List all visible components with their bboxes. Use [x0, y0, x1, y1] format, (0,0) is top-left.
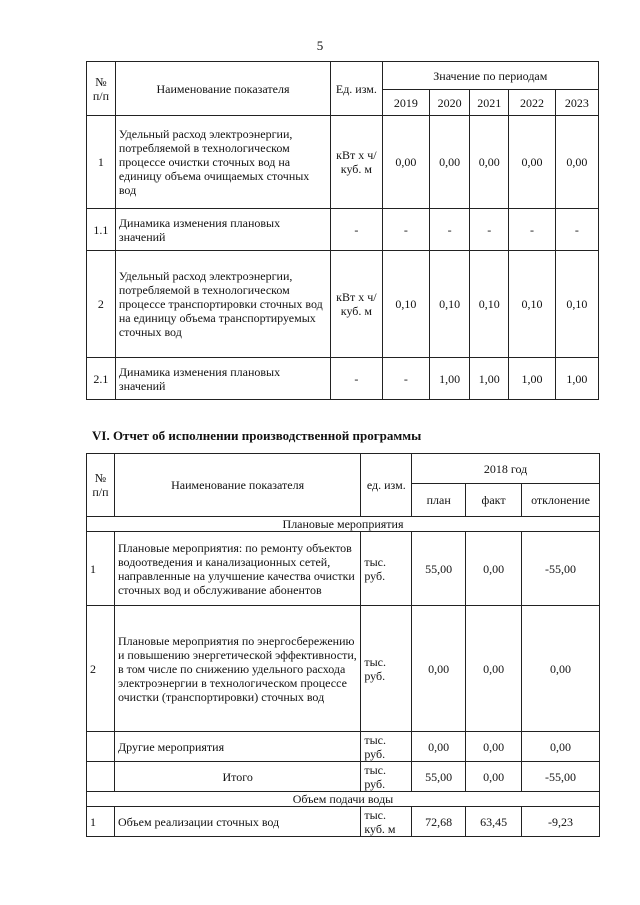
row-plan: 55,00 — [412, 762, 466, 792]
table-row — [87, 251, 599, 358]
header-year: 2020 — [430, 90, 470, 116]
header-unit: Ед. изм. — [331, 62, 383, 116]
row-unit: кВт х ч/куб. м — [331, 116, 383, 209]
row-value: 1,00 — [509, 358, 555, 400]
row-name: Динамика изменения плановых значений — [115, 358, 330, 400]
row-value: - — [509, 209, 555, 251]
row-plan: 55,00 — [412, 532, 466, 606]
row-value: - — [555, 209, 598, 251]
header-num: № п/п — [87, 454, 115, 517]
report-table — [86, 453, 600, 837]
table-row — [87, 532, 600, 606]
row-fact: 0,00 — [466, 732, 522, 762]
row-num: 1 — [87, 532, 115, 606]
row-deviation: 0,00 — [522, 606, 600, 732]
page-number: 5 — [316, 38, 324, 53]
row-value: 0,10 — [470, 251, 509, 358]
row-fact: 63,45 — [466, 807, 522, 837]
row-unit: тыс. руб. — [361, 606, 412, 732]
header-name: Наименование показателя — [115, 62, 330, 116]
row-value: 1,00 — [430, 358, 470, 400]
header-deviation: отклонение — [522, 484, 600, 517]
table-row — [87, 358, 599, 400]
row-value: 0,00 — [430, 116, 470, 209]
header-year: 2018 год — [412, 454, 600, 484]
section-title: VI. Отчет об исполнении производственной программы — [92, 428, 422, 443]
row-deviation: -55,00 — [522, 532, 600, 606]
table-row — [87, 209, 599, 251]
row-value: 0,10 — [430, 251, 470, 358]
row-value: 1,00 — [470, 358, 509, 400]
row-name: Плановые мероприятия: по ремонту объектов водоотведения и канализационных сетей, направленные на улучшение качества очистки сточных вод и обслуживание абонентов — [114, 532, 360, 606]
row-unit: тыс. руб. — [361, 532, 412, 606]
row-num: 2.1 — [87, 358, 116, 400]
header-name: Наименование показателя — [114, 454, 360, 517]
row-plan: 0,00 — [412, 732, 466, 762]
header-year: 2021 — [470, 90, 509, 116]
row-name: Динамика изменения плановых значений — [115, 209, 330, 251]
row-value: 0,10 — [555, 251, 598, 358]
row-fact: 0,00 — [466, 606, 522, 732]
row-num — [87, 762, 115, 792]
row-num — [87, 732, 115, 762]
row-plan: 72,68 — [412, 807, 466, 837]
row-value: - — [382, 209, 429, 251]
header-fact: факт — [466, 484, 522, 517]
row-value: 0,00 — [509, 116, 555, 209]
header-plan: план — [412, 484, 466, 517]
row-value: 0,10 — [382, 251, 429, 358]
header-year: 2023 — [555, 90, 598, 116]
row-num: 2 — [87, 251, 116, 358]
row-value: - — [430, 209, 470, 251]
row-name: Итого — [114, 762, 360, 792]
group-header: Объем подачи воды — [87, 792, 600, 807]
row-deviation: -9,23 — [522, 807, 600, 837]
table-row — [87, 807, 600, 837]
table-row-total — [87, 762, 600, 792]
indicators-table — [86, 61, 599, 400]
table-row — [87, 116, 599, 209]
group-header: Плановые мероприятия — [87, 517, 600, 532]
row-value: 0,00 — [470, 116, 509, 209]
row-name: Другие мероприятия — [114, 732, 360, 762]
row-fact: 0,00 — [466, 532, 522, 606]
row-fact: 0,00 — [466, 762, 522, 792]
row-name: Удельный расход электроэнергии, потребляемой в технологическом процессе очистки сточных вод на единицу объема очищаемых сточных вод — [115, 116, 330, 209]
row-value: 0,10 — [509, 251, 555, 358]
row-unit: тыс. руб. — [361, 762, 412, 792]
header-periods: Значение по периодам — [382, 62, 598, 90]
row-unit: - — [331, 209, 383, 251]
table-row — [87, 606, 600, 732]
row-plan: 0,00 — [412, 606, 466, 732]
row-unit: кВт х ч/куб. м — [331, 251, 383, 358]
row-value: 0,00 — [555, 116, 598, 209]
header-unit: ед. изм. — [361, 454, 412, 517]
row-deviation: 0,00 — [522, 732, 600, 762]
row-value: 0,00 — [382, 116, 429, 209]
header-year: 2019 — [382, 90, 429, 116]
row-value: - — [470, 209, 509, 251]
row-num: 2 — [87, 606, 115, 732]
row-num: 1 — [87, 116, 116, 209]
table-row — [87, 732, 600, 762]
row-name: Объем реализации сточных вод — [114, 807, 360, 837]
row-unit: тыс. руб. — [361, 732, 412, 762]
row-unit: тыс. куб. м — [361, 807, 412, 837]
row-name: Удельный расход электроэнергии, потребляемой в технологическом процессе транспортировки сточных вод на единицу объема транспортируемых сточных вод — [115, 251, 330, 358]
row-value: 1,00 — [555, 358, 598, 400]
row-value: - — [382, 358, 429, 400]
row-num: 1 — [87, 807, 115, 837]
row-name: Плановые мероприятия по энергосбережению и повышению энергетической эффективности, в том числе по снижению удельного расхода электроэнергии в технологическом процессе очистки (транспортировки) сточных вод — [114, 606, 360, 732]
row-num: 1.1 — [87, 209, 116, 251]
row-deviation: -55,00 — [522, 762, 600, 792]
header-num: № п/п — [87, 62, 116, 116]
row-unit: - — [331, 358, 383, 400]
header-year: 2022 — [509, 90, 555, 116]
